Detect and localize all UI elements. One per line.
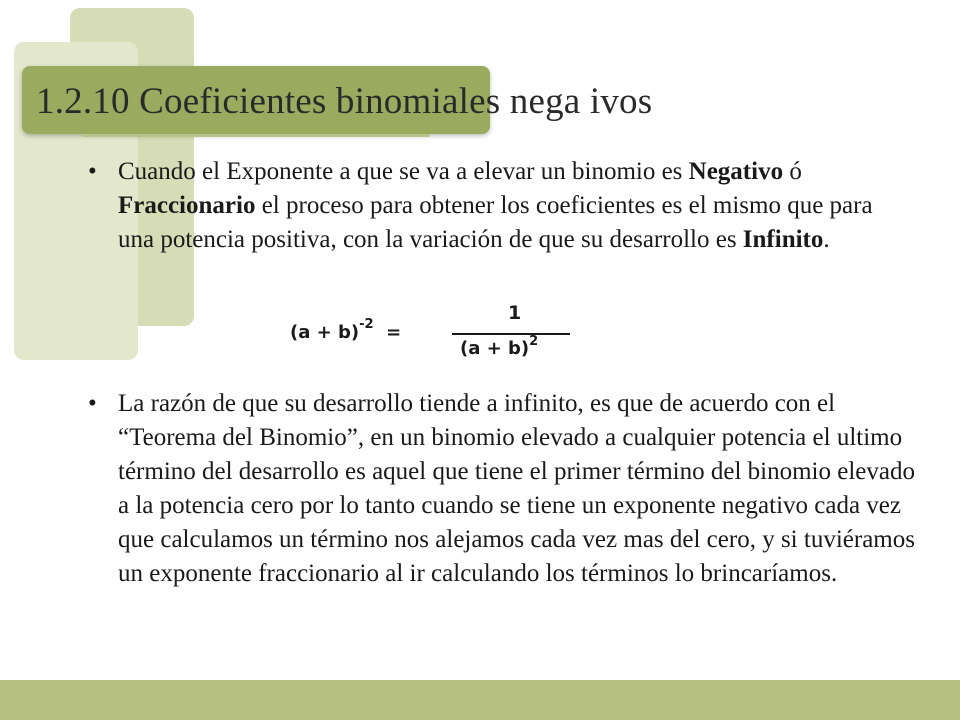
text-segment: ó (783, 158, 802, 185)
footer-band (0, 680, 960, 720)
formula-numerator: 1 (508, 302, 522, 324)
formula-denominator-exponent: 2 (529, 334, 539, 349)
fraction-line (452, 333, 570, 335)
bold-term-fraccionario: Fraccionario (118, 192, 256, 219)
bullet-item-1 (88, 155, 888, 257)
formula-lhs-base: (a + b) (290, 322, 360, 343)
bullet-marker: • (88, 158, 97, 185)
bold-term-negativo: Negativo (688, 158, 784, 185)
text-segment: el proceso para obtener los coeficientes es el mismo que para una potencia positiva, con la variación de que su desarrollo es (118, 192, 873, 253)
text-segment: Cuando el Exponente a que se va a elevar un binomio es (118, 158, 689, 185)
bullet-text (118, 155, 888, 257)
formula-denominator-base: (a + b) (460, 338, 530, 359)
formula-lhs (290, 317, 402, 343)
bullet-marker: • (88, 390, 97, 417)
formula-image (288, 302, 588, 372)
bullet-text: La razón de que su desarrollo tiende a infinito, es que de acuerdo con el “Teorema del Binomio”, en un binomio elevado a cualquier potencia el ultimo término del desarrollo es aquel que tiene el primer término del binomio elevado a la potencia cero por lo tanto cuando se tiene un exponente negativo cada vez que calculamos un término nos alejamos cada vez mas del cero, y si tuviéramos un exponente fraccionario al ir calculando los términos lo brincaríamos. (118, 390, 915, 587)
formula-equals: = (386, 322, 402, 343)
bullet-item-2 (88, 387, 918, 591)
formula-denominator (460, 334, 539, 359)
text-segment: . (823, 226, 830, 253)
bold-term-infinito: Infinito (742, 226, 824, 253)
formula-lhs-exponent: -2 (359, 317, 374, 332)
slide-title: 1.2.10 Coeficientes binomiales nega ivos (36, 81, 653, 122)
